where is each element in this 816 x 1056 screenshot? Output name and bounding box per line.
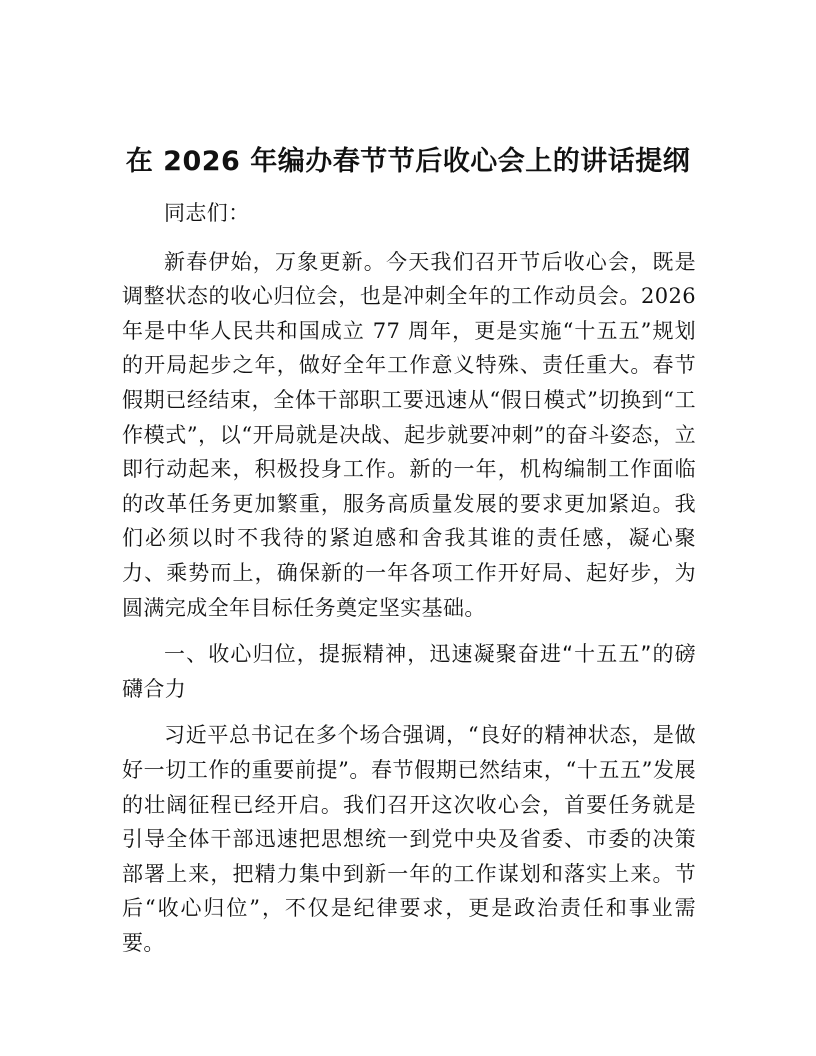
greeting: 同志们：	[164, 201, 250, 225]
intro-paragraph: 新春伊始，万象更新。今天我们召开节后收心会，既是调整状态的收心归位会，也是冲刺全年的工作动员会。2026 年是中华人民共和国成立 77 周年，更是实施“十五五”规划的开局起步之年，做好全年工作意义特殊、责任重大。春节假期已经结束，全体干部职工要迅速从“假日模式”切换到“工作模式”，以“开局就是决战、起步就要冲刺”的奋斗姿态，立即行动起来，积极投身工作。新的一年，机构编制工作面临的改革任务更加繁重，服务高质量发展的要求更加紧迫。我们必须以时不我待的紧迫感和舍我其谁的责任感，凝心聚力、乘势而上，确保新的一年各项工作开好局、起好步，为圆满完成全年目标任务奠定坚实基础。	[122, 249, 696, 620]
document-body	[122, 196, 696, 972]
section-heading: 一、收心归位，提振精神，迅速凝聚奋进“十五五”的磅礴合力	[122, 642, 696, 701]
section-paragraph: 习近平总书记在多个场合强调，“良好的精神状态，是做好一切工作的重要前提”。春节假期已然结束，“十五五”发展的壮阔征程已经开启。我们召开这次收心会，首要任务就是引导全体干部迅速把思想统一到党中央及省委、市委的决策部署上来，把精力集中到新一年的工作谋划和落实上来。节后“收心归位”，不仅是纪律要求，更是政治责任和事业需要。	[122, 723, 696, 955]
document-title: 在 2026 年编办春节节后收心会上的讲话提纲	[125, 146, 691, 177]
